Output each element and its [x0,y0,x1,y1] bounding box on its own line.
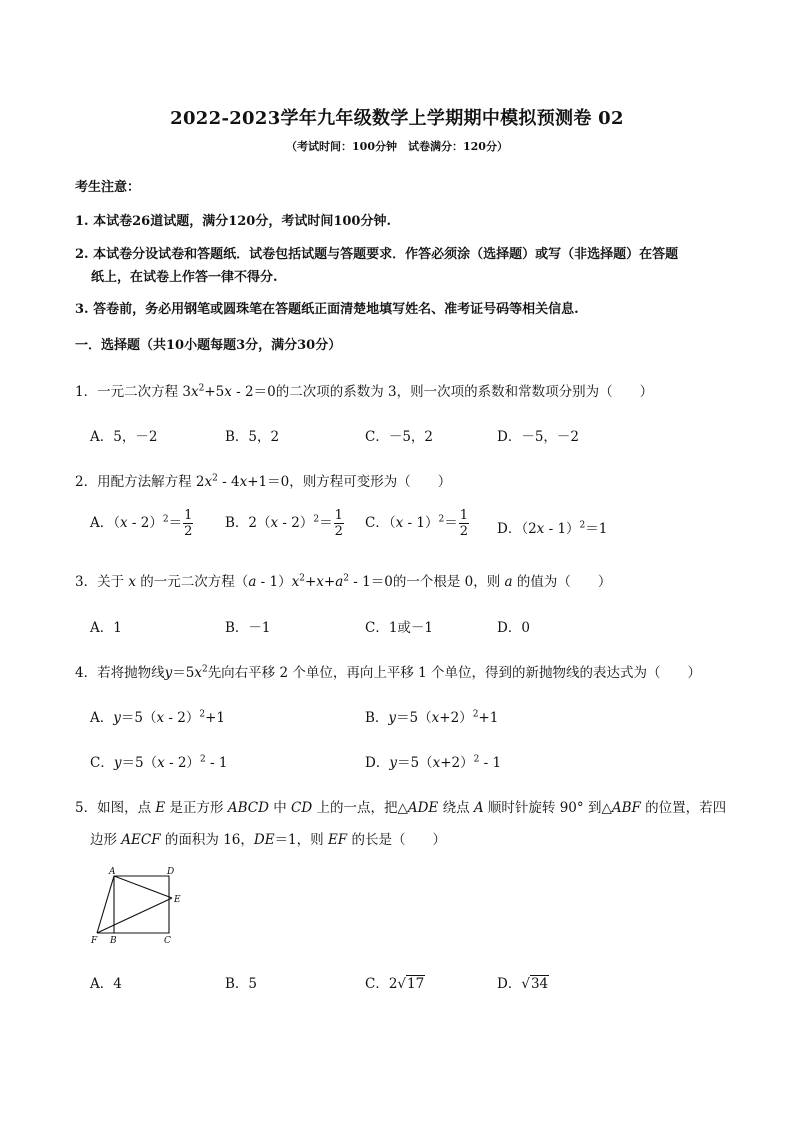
note-item-3: 3. 答卷前，务必用钢笔或圆珠笔在答题纸正面清楚地填写姓名、准考证号码等相关信息. [75,302,579,317]
label-f: F [91,936,98,946]
label-b: B [110,936,117,946]
label-e: E [174,895,181,905]
question-number: 3． [75,574,98,590]
label-c: C [164,936,171,946]
radical-sign: √ [397,976,407,992]
fraction: $\frac{1}{2}$ [459,508,468,539]
question-2: 2．用配方法解方程 $2x^2 - 4x+1=0$，则方程可变形为（ ） [75,473,452,490]
q4-option-a[interactable]: A．y＝5（x - 2）$^2$+1 [90,709,225,726]
note-item-2-cont: 纸上，在试卷上作答一律不得分. [91,270,278,285]
question-4: 4．若将抛物线$y=5x^2$先向右平移 2 个单位，再向上平移 1 个单位，得到的新抛物线的表达式为（ ） [75,664,702,681]
fraction: $\frac{1}{2}$ [334,508,343,539]
q3-option-d[interactable]: D．0 [497,620,530,636]
segment-ae [114,876,172,898]
label-a: A [109,867,116,877]
q1-option-c[interactable]: C．－5，2 [365,429,434,445]
question-number: 5． [75,800,98,816]
question-5-cont: 边形 AECF 的面积为 16，DE＝1，则 EF 的长是（ ） [90,832,446,848]
question-number: 1． [75,384,98,400]
sqrt: √34 [521,976,549,992]
q3-option-c[interactable]: C．1或－1 [365,620,434,636]
note-item-1: 1. 本试卷26道试题，满分120分，考试时间100分钟. [75,214,391,229]
q1-option-a[interactable]: A．5，－2 [90,429,158,445]
segment-fe [97,898,172,933]
q5-option-d[interactable]: D．√34 [497,976,549,992]
question-5: 5．如图，点 E 是正方形 ABCD 中 CD 上的一点，把△ADE 绕点 A 顺时针旋转 90° 到△ABF 的位置，若四 [75,800,727,816]
q3-option-b[interactable]: B．－1 [225,620,271,636]
note-item-2: 2. 本试卷分设试卷和答题纸．试卷包括试题与答题要求．作答必须涂（选择题）或写（非选择题）在答题 [75,247,679,262]
question-number: 4． [75,665,98,681]
q4-option-c[interactable]: C．y＝5（x - 2）$^2$ - 1 [90,754,228,771]
page-title: 2022-2023学年九年级数学上学期期中模拟预测卷 02 [170,108,624,129]
q5-option-c[interactable]: C．2√17 [365,976,425,992]
question-3: 3．关于 x 的一元二次方程$(a - 1)x^2+x+a^2 - 1=0$的一个根是 0，则 a 的值为（ ） [75,573,612,590]
q5-option-b[interactable]: B．5 [225,976,258,992]
section-heading: 一．选择题（共10小题每题3分，满分30分） [75,338,342,353]
radical-sign: √ [521,976,530,992]
fraction: $\frac{1}{2}$ [184,508,193,539]
q2-option-c[interactable]: C．（x - 1）$^2$＝ $\frac{1}{2}$ [365,508,468,539]
question-1: 1．一元二次方程 $3x^2+5x - 2=0$的二次项的系数为 3，则一次项的系数和常数项分别为（ ） [75,383,654,400]
q3-option-a[interactable]: A．1 [90,620,122,636]
segment-af [97,876,114,933]
square-rotation-figure [85,862,195,954]
question-number: 2． [75,474,98,490]
page-subtitle: （考试时间：100分钟 试卷满分：120分） [286,140,508,153]
q4-option-b[interactable]: B．$y=5(x+2)^2+1$ [365,709,499,726]
label-d: D [167,867,175,877]
sqrt: √17 [397,976,425,992]
q4-option-d[interactable]: D．$y=5(x+2)^2 - 1$ [365,754,502,771]
q1-option-d[interactable]: D．－5，－2 [497,429,580,445]
q5-option-a[interactable]: A．4 [90,976,122,992]
q2-option-a[interactable]: A．（x - 2）$^2$＝ $\frac{1}{2}$ [90,508,193,539]
notes-heading: 考生注意： [75,180,141,195]
q2-option-b[interactable]: B．2（x - 2）$^2$＝ $\frac{1}{2}$ [225,508,343,539]
q2-option-d[interactable]: D．（2x - 1）$^2$＝1 [497,520,608,537]
square-abcd [114,876,169,933]
q1-option-b[interactable]: B．5，2 [225,429,280,445]
